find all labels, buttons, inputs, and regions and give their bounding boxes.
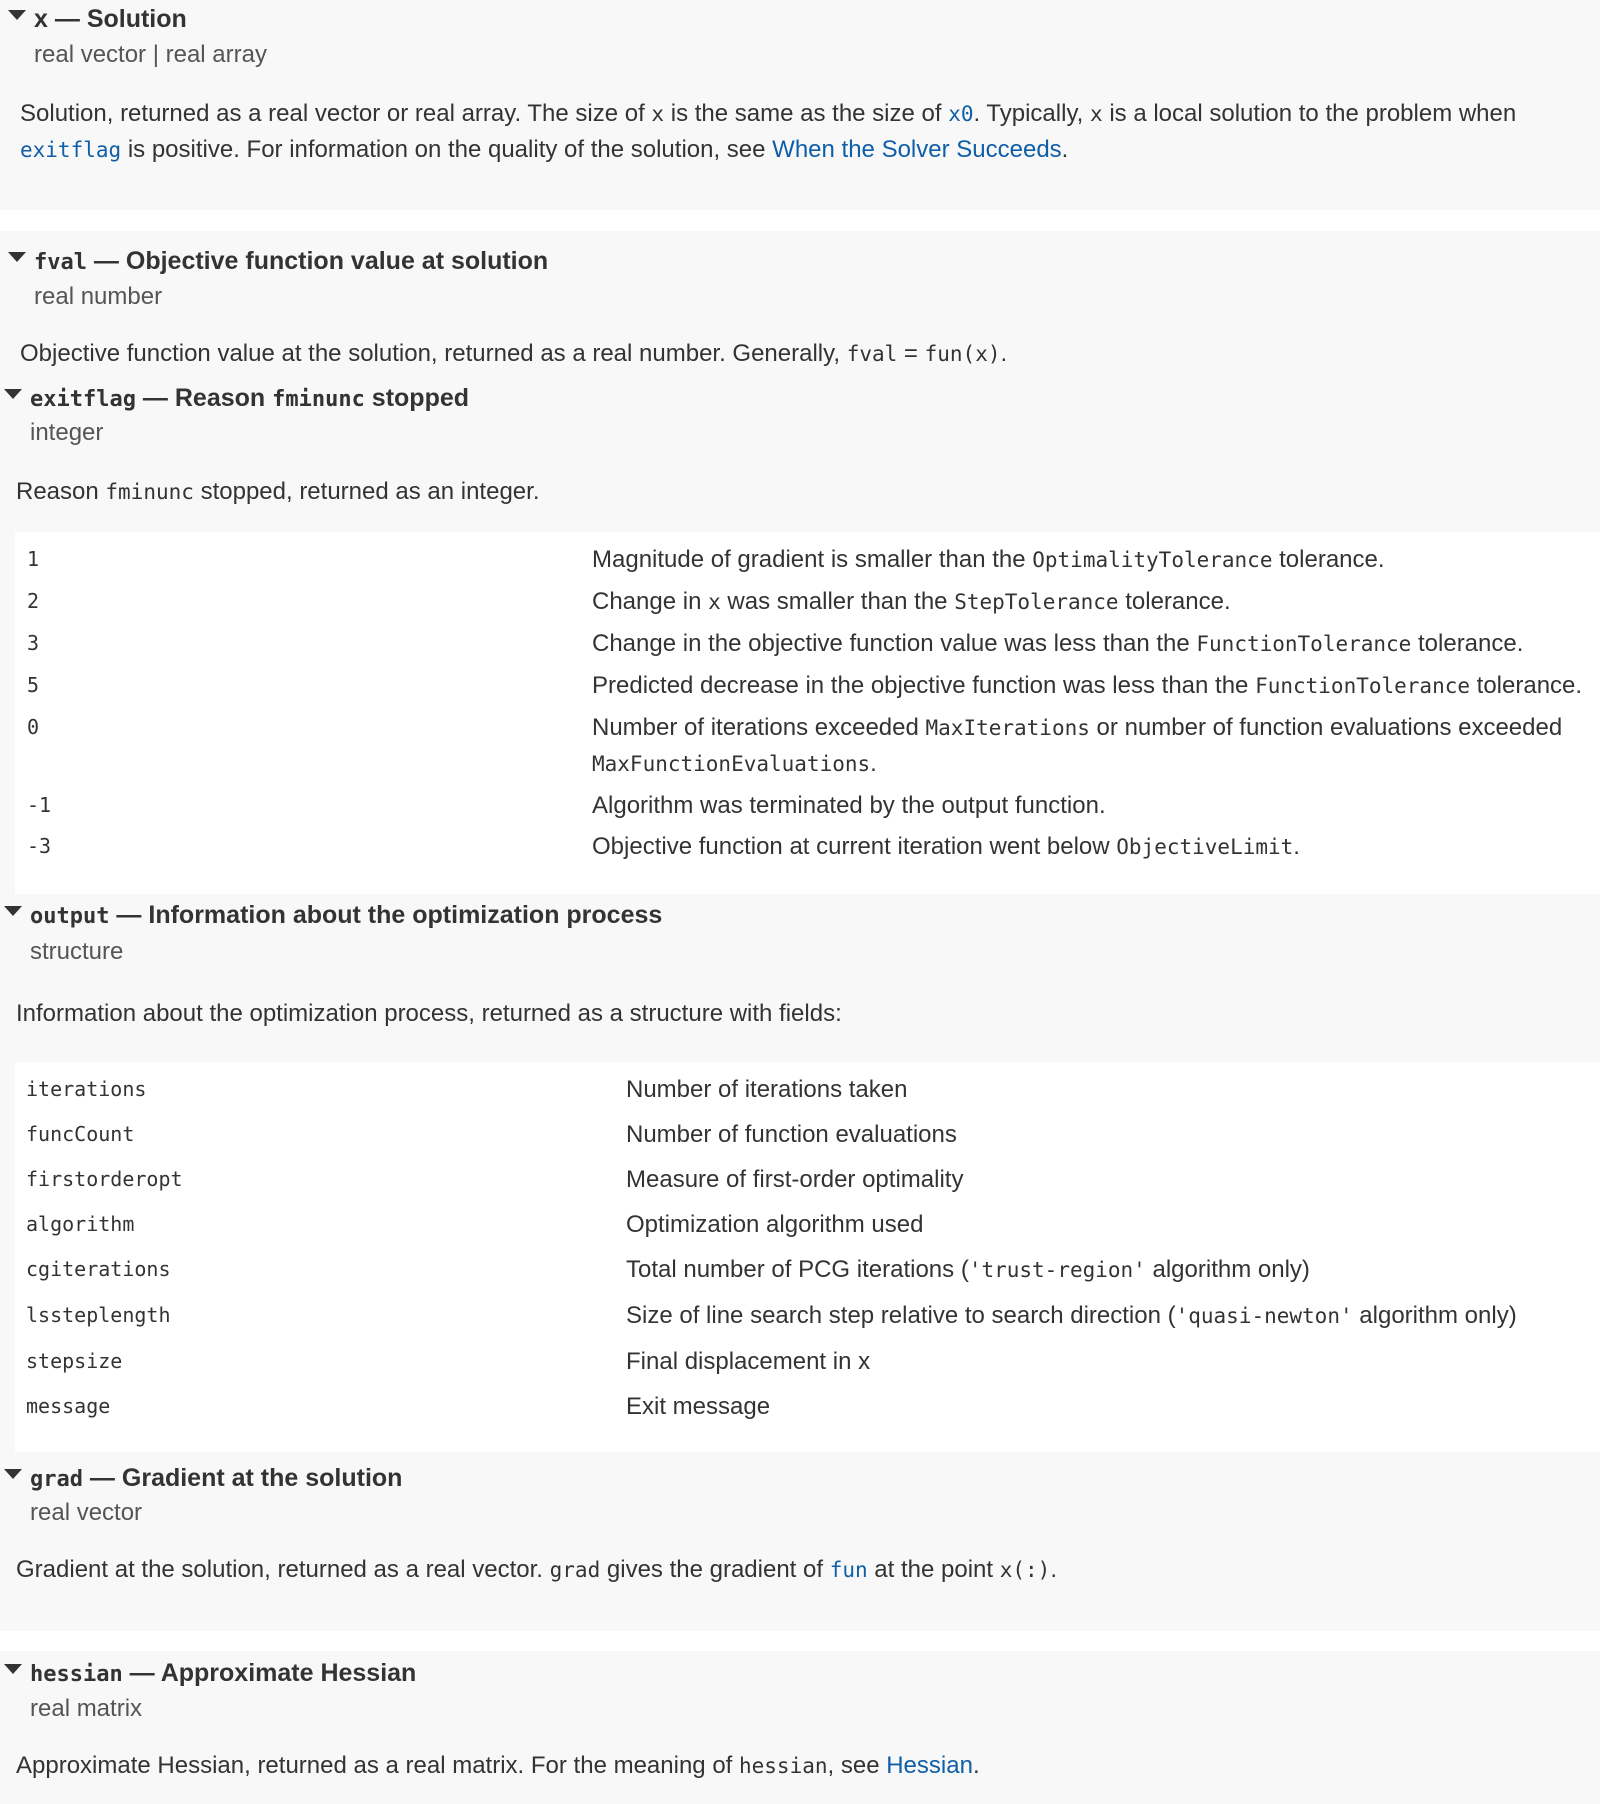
separator: — [135, 384, 175, 412]
collapse-triangle-icon[interactable] [4, 1664, 22, 1674]
link-exitflag[interactable]: exitflag [20, 138, 122, 162]
value-key: 5 [27, 673, 40, 697]
arg-type: real number [34, 283, 163, 310]
arg-name: exitflag [30, 387, 136, 412]
arg-description [0, 1552, 1067, 1588]
text: . [1000, 340, 1008, 367]
arg-type: real vector [30, 1499, 143, 1526]
value-description [626, 1384, 1600, 1429]
collapse-triangle-icon[interactable] [8, 10, 26, 20]
text: . [972, 1752, 980, 1779]
inline-code: 'quasi-newton' [1175, 1304, 1353, 1328]
separator: — [109, 901, 149, 929]
table-row [15, 665, 1600, 707]
text: Algorithm was terminated by the output function. [592, 792, 1106, 819]
section-x-header[interactable] [0, 2, 187, 36]
value-key: firstorderopt [26, 1167, 183, 1191]
text: Exit message [626, 1393, 771, 1420]
table-row [15, 826, 1600, 868]
value-key: 2 [27, 589, 40, 613]
arg-description [0, 96, 1600, 168]
inline-code: StepTolerance [954, 590, 1119, 614]
text: Solution, returned as a real vector or real array. The size of [20, 100, 652, 127]
arg-type: real vector | real array [34, 41, 267, 68]
text: Magnitude of gradient is smaller than the [592, 546, 1033, 573]
separator: — [82, 1464, 122, 1492]
inline-code: OptimalityTolerance [1032, 548, 1273, 572]
text: tolerance. [1470, 672, 1583, 699]
section-output-header[interactable] [0, 898, 662, 934]
text: is positive. For information on the quality of the solution, see [121, 136, 773, 163]
table-row [15, 1247, 1600, 1293]
separator: — [86, 247, 126, 275]
text: Objective function at current iteration went below [592, 833, 1117, 860]
text: tolerance. [1272, 546, 1385, 573]
value-description [626, 1067, 1600, 1112]
arg-type: integer [30, 419, 104, 446]
text: Number of function evaluations [626, 1121, 957, 1148]
text: Objective function value at the solution, returned as a real number. Generally, [20, 340, 847, 367]
code-grad: grad [549, 1558, 601, 1582]
value-description [626, 1157, 1600, 1202]
arg-title: Reason [174, 384, 273, 412]
text: Predicted decrease in the objective function was less than the [592, 672, 1256, 699]
code-fval: fval [846, 342, 898, 366]
text: is a local solution to the problem when [1102, 100, 1517, 127]
table-row [15, 1202, 1600, 1247]
value-description [626, 1293, 1600, 1339]
collapse-triangle-icon[interactable] [4, 389, 22, 399]
code-hessian: hessian [739, 1754, 828, 1778]
link-hessian[interactable]: Hessian [886, 1752, 973, 1779]
arg-name: output [30, 904, 110, 929]
table-row [15, 1112, 1600, 1157]
arg-description [0, 474, 549, 510]
arg-title: Approximate Hessian [160, 1659, 417, 1687]
value-key: message [26, 1394, 111, 1418]
arg-title: stopped [364, 384, 470, 412]
text: Optimization algorithm used [626, 1211, 924, 1238]
text: tolerance. [1411, 630, 1524, 657]
inline-code: MaxFunctionEvaluations [592, 752, 871, 776]
value-description [592, 539, 1600, 581]
section-exitflag-header[interactable] [0, 381, 469, 417]
text: Measure of first-order optimality [626, 1166, 964, 1193]
inline-code: FunctionTolerance [1255, 674, 1470, 698]
text: Size of line search step relative to search direction ( [626, 1302, 1176, 1329]
arg-title: Solution [86, 5, 187, 33]
value-description [592, 665, 1600, 707]
value-key: 0 [27, 715, 40, 739]
exitflag-values-table [15, 532, 1600, 894]
inline-code: ObjectiveLimit [1116, 835, 1294, 859]
value-description [626, 1202, 1600, 1247]
text: Change in [592, 588, 709, 615]
table-row [15, 1384, 1600, 1429]
table-row [15, 539, 1600, 581]
value-key: iterations [26, 1077, 147, 1101]
code-fun-x: fun(x) [924, 342, 1001, 366]
arg-name: grad [30, 1467, 83, 1492]
code-fminunc: fminunc [105, 480, 194, 504]
text: . Typically, [973, 100, 1090, 127]
text: . [1050, 1556, 1057, 1583]
value-description [626, 1339, 1600, 1384]
value-key: algorithm [26, 1212, 135, 1236]
text: algorithm only) [1352, 1302, 1517, 1329]
text: was smaller than the [720, 588, 955, 615]
code-x: x [1090, 102, 1103, 126]
section-hessian [0, 1651, 1600, 1804]
inline-code: 'trust-region' [968, 1258, 1146, 1282]
text: Gradient at the solution, returned as a real vector. [16, 1556, 550, 1583]
text: or number of function evaluations exceeded [1089, 714, 1563, 741]
arg-name: x [34, 5, 48, 33]
text: . [870, 750, 877, 777]
value-description [592, 623, 1600, 665]
link-fun[interactable]: fun [829, 1558, 868, 1582]
text: , see [827, 1752, 887, 1779]
value-description [592, 826, 1600, 868]
table-row [15, 1067, 1600, 1112]
arg-description [0, 1748, 990, 1784]
table-row [15, 1293, 1600, 1339]
table-row [15, 623, 1600, 665]
collapse-triangle-icon[interactable] [4, 906, 22, 916]
value-key: 1 [27, 547, 40, 571]
text: = [897, 340, 925, 367]
arg-name: hessian [30, 1662, 123, 1687]
text: Change in the objective function value was less than the [592, 630, 1197, 657]
exitflag-table [15, 539, 1600, 868]
value-key: funcCount [26, 1122, 135, 1146]
text: Approximate Hessian, returned as a real matrix. For the meaning of [16, 1752, 739, 1779]
section-fval-header[interactable] [0, 244, 548, 280]
text: Total number of PCG iterations ( [626, 1256, 969, 1283]
separator: — [47, 5, 87, 33]
arg-title: Objective function value at solution [125, 247, 549, 275]
text: is the same as the size of [664, 100, 949, 127]
value-key: lssteplength [26, 1303, 171, 1327]
separator: — [122, 1659, 161, 1687]
text: algorithm only) [1145, 1256, 1310, 1283]
text: Final displacement in x [626, 1348, 871, 1375]
text: . [1293, 833, 1300, 860]
text: stopped, returned as an integer. [193, 478, 540, 505]
arg-description: Information about the optimization process, returned as a structure with fields: [16, 1000, 842, 1027]
value-key: cgiterations [26, 1257, 171, 1281]
output-fields-table [15, 1062, 1600, 1452]
text: Reason [16, 478, 106, 505]
text: . [1061, 136, 1069, 163]
inline-code: MaxIterations [925, 716, 1090, 740]
text: tolerance. [1118, 588, 1231, 615]
code-x: x [651, 102, 665, 126]
value-description [626, 1247, 1600, 1293]
text: Number of iterations taken [626, 1076, 908, 1103]
arg-type: structure [30, 938, 124, 965]
code-fminunc: fminunc [272, 387, 365, 412]
value-description [592, 785, 1600, 826]
arg-title: Information about the optimization process [148, 901, 663, 929]
table-row [15, 1157, 1600, 1202]
value-key: stepsize [26, 1349, 123, 1373]
value-key: 3 [27, 631, 40, 655]
link-when-solver-succeeds[interactable]: When the Solver Succeeds [772, 136, 1062, 163]
code-x-colon: x(:) [999, 1558, 1051, 1582]
value-description [592, 581, 1600, 623]
section-x [0, 0, 1600, 210]
collapse-triangle-icon[interactable] [4, 1469, 22, 1479]
value-description [592, 707, 1600, 785]
arg-name: fval [34, 250, 87, 275]
arg-type: real matrix [30, 1695, 143, 1722]
value-key: -3 [27, 834, 52, 858]
value-key: -1 [27, 793, 52, 817]
text: at the point [867, 1556, 1000, 1583]
section-hessian-header[interactable] [0, 1656, 416, 1692]
inline-code: x [708, 590, 721, 614]
link-x0[interactable]: x0 [948, 102, 974, 126]
table-row [15, 581, 1600, 623]
text: Number of iterations exceeded [592, 714, 926, 741]
table-row [15, 1339, 1600, 1384]
value-description [626, 1112, 1600, 1157]
text: gives the gradient of [600, 1556, 830, 1583]
inline-code: FunctionTolerance [1196, 632, 1412, 656]
table-row [15, 785, 1600, 826]
table-row [15, 707, 1600, 785]
collapse-triangle-icon[interactable] [8, 252, 26, 262]
arg-title: Gradient at the solution [121, 1464, 403, 1492]
arg-description [0, 336, 1017, 372]
output-table [15, 1067, 1600, 1429]
section-grad-header[interactable] [0, 1461, 402, 1497]
